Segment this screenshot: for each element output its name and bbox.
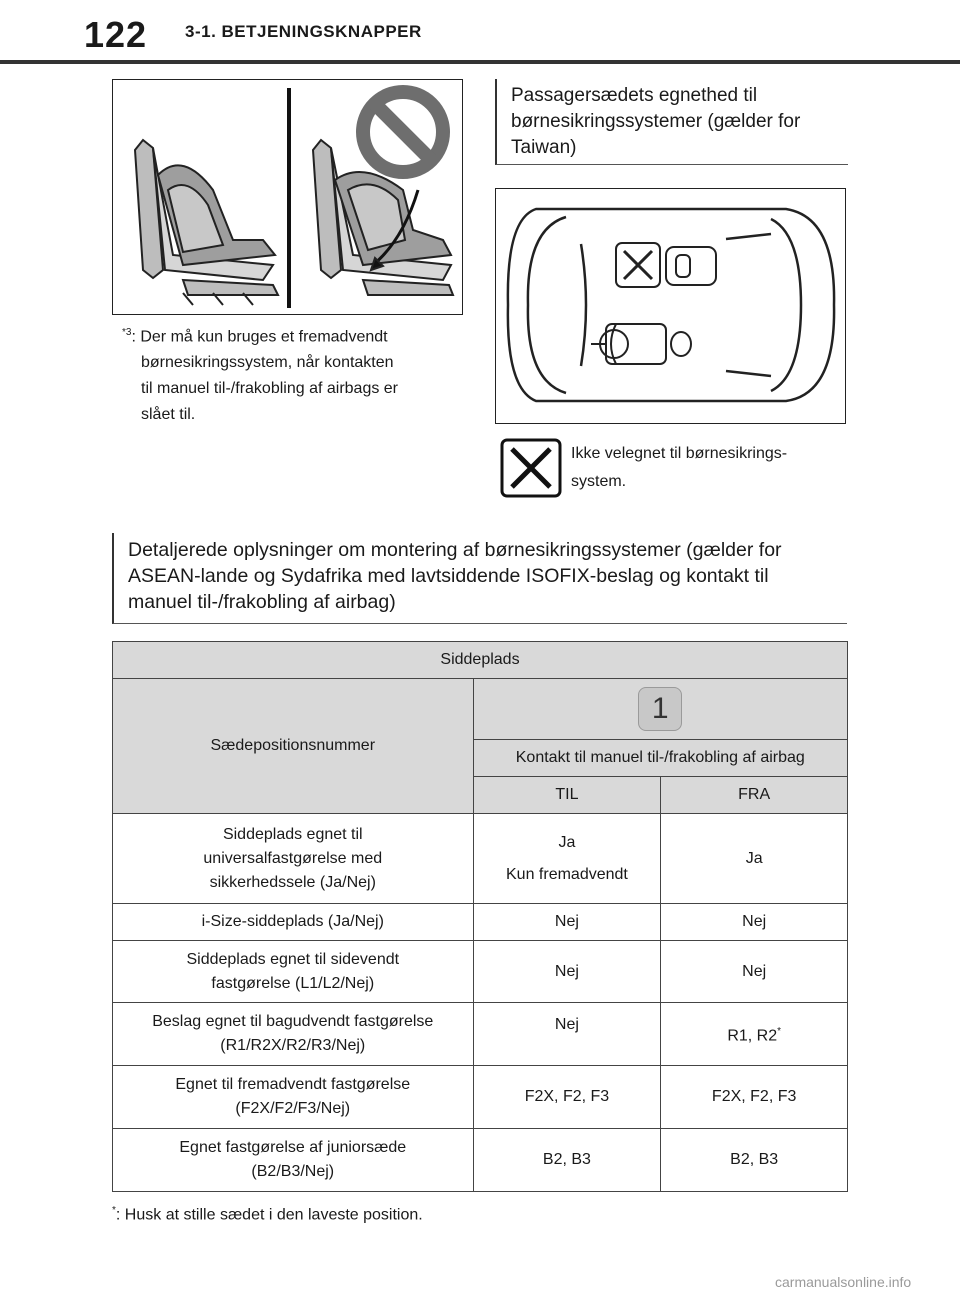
details-heading: Detaljerede oplysninger om montering af børnesikringssystemer (gælder for ASEAN-lande og Sydafrika med lavtsiddende ISOFIX-beslag og kontakt til manuel til-/frakobling af airbag) (112, 533, 847, 624)
row-off-value: Nej (661, 941, 848, 1003)
row-off-value: Ja (661, 814, 848, 904)
footnote-star-mark: * (112, 1205, 116, 1216)
legend-line-2: system. (571, 473, 627, 490)
row-label-line: Siddeplads egnet til sidevendt (186, 950, 400, 968)
car-diagram (496, 189, 844, 422)
footnote-line: : Der må kun bruges et fremadvendt (131, 328, 388, 346)
row-label-line: (F2X/F2/F3/Nej) (235, 1100, 351, 1117)
table-row (113, 904, 848, 941)
seat-suitability-table (112, 641, 848, 1192)
row-on-value: Nej (473, 1003, 661, 1066)
row-on-value: B2, B3 (473, 1129, 661, 1192)
row-label (113, 941, 474, 1003)
bottom-footnote (112, 1205, 423, 1224)
row-on-value: Nej (473, 904, 661, 941)
header-divider (0, 60, 960, 64)
passenger-suitability-heading: Passagersædets egnethed til børnesikringssystemer (gælder for Taiwan) (495, 79, 848, 165)
table-title: Siddeplads (113, 642, 848, 679)
child-seat-illustration (112, 79, 463, 315)
row-off-value: Nej (661, 904, 848, 941)
row-label-line: Beslag egnet til bagudvendt fastgørelse (152, 1013, 434, 1030)
prohibited-icon (363, 92, 443, 172)
on-value-line: Kun fremadvendt (506, 865, 628, 883)
child-seat-drawing (113, 80, 461, 313)
off-value-mark: * (777, 1025, 782, 1037)
row-off-value: B2, B3 (661, 1129, 848, 1192)
table-row (113, 1129, 848, 1192)
chapter-title: 3-1. BETJENINGSKNAPPER (185, 22, 422, 41)
row-label-line: sikkerhedssele (Ja/Nej) (209, 873, 376, 891)
row-label (113, 1003, 474, 1066)
position-badge: 1 (638, 687, 682, 731)
row-label-line: Siddeplads egnet til (222, 825, 363, 843)
forward-facing-seat (135, 140, 278, 305)
page-number: 122 (84, 14, 148, 55)
watermark: carmanualsonline.info (775, 1274, 912, 1290)
row-on-value (473, 814, 661, 904)
row-label-line: fastgørelse (L1/L2/Nej) (211, 974, 375, 992)
table-row (113, 1066, 848, 1129)
row-label-line: universalfastgørelse med (203, 849, 383, 867)
row-off-value (661, 1003, 848, 1066)
table-row (113, 1003, 848, 1066)
col-on: TIL (473, 777, 661, 814)
footnote-line: børnesikringssystem, når kontakten (141, 354, 394, 372)
row-label (113, 814, 474, 904)
illustration-footnote (112, 320, 472, 428)
off-value-text: R1, R2 (727, 1027, 778, 1045)
table-row (113, 941, 848, 1003)
row-label (113, 1129, 474, 1192)
driver-seat (591, 324, 691, 364)
footnote-line: til manuel til-/frakobling af airbags er (141, 380, 399, 398)
passenger-seat-crossed (616, 243, 716, 287)
row-label-line: (R1/R2X/R2/R3/Nej) (220, 1037, 366, 1054)
row-on-value: Nej (473, 941, 661, 1003)
row-label: i-Size-siddeplads (Ja/Nej) (113, 904, 474, 941)
on-value-line: Ja (558, 833, 576, 851)
legend-text (571, 440, 851, 496)
footnote-star-text: : Husk at stille sædet i den laveste position. (115, 1206, 423, 1224)
footnote-line: slået til. (141, 406, 196, 424)
table-row (113, 814, 848, 904)
legend-line-1: Ikke velegnet til børnesikrings- (571, 445, 788, 462)
x-box-icon (500, 438, 562, 498)
row-label (113, 1066, 474, 1129)
footnote-mark: *3 (122, 327, 132, 338)
row-label-line: Egnet fastgørelse af juniorsæde (179, 1139, 407, 1156)
car-top-view (495, 188, 846, 424)
row-off-value: F2X, F2, F3 (661, 1066, 848, 1129)
switch-label: Kontakt til manuel til-/frakobling af airbag (473, 740, 847, 777)
row-on-value: F2X, F2, F3 (473, 1066, 661, 1129)
seat-position-label: Sædepositionsnummer (113, 679, 474, 814)
row-label-line: (B2/B3/Nej) (251, 1163, 335, 1180)
position-number-cell (473, 679, 847, 740)
col-off: FRA (661, 777, 848, 814)
row-label-line: Egnet til fremadvendt fastgørelse (175, 1076, 411, 1093)
